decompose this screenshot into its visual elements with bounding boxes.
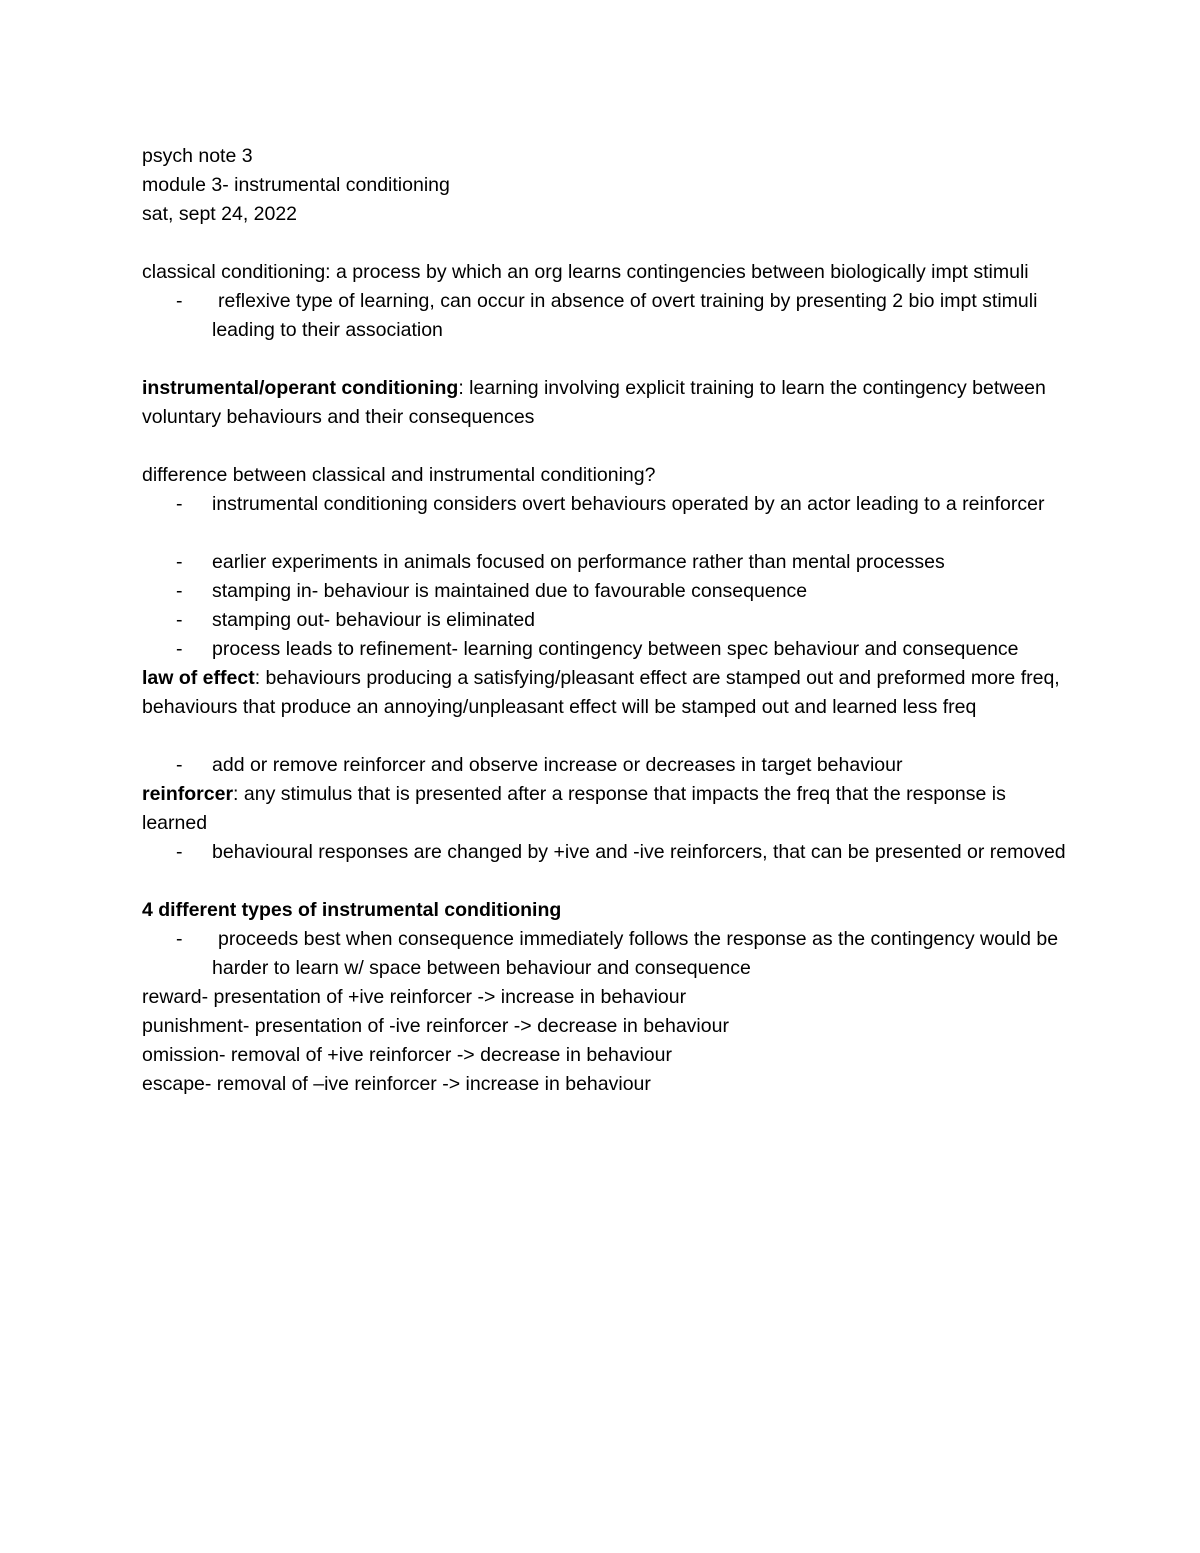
bullet-text: proceeds best when consequence immediately follows the response as the contingency would be harder to learn w/ space between behaviour and consequence	[212, 928, 1059, 979]
reinforcer-definition	[142, 780, 1067, 838]
document-body	[142, 142, 1067, 1099]
dash-marker: -	[176, 638, 183, 660]
bullet-text: stamping out- behaviour is eliminated	[212, 609, 536, 631]
type-punishment: punishment- presentation of -ive reinforcer -> decrease in behaviour	[142, 1015, 729, 1037]
difference-question: difference between classical and instrumental conditioning?	[142, 464, 656, 486]
list-item	[142, 287, 1067, 345]
list-item	[142, 548, 1067, 577]
dash-marker: -	[176, 551, 183, 573]
bullet-text: process leads to refinement- learning contingency between spec behaviour and consequence	[212, 638, 1019, 660]
list-item	[142, 925, 1067, 983]
spacer	[142, 722, 1067, 751]
bullet-text: instrumental conditioning considers overt behaviours operated by an actor leading to a reinforcer	[212, 493, 1045, 515]
types-heading: 4 different types of instrumental conditioning	[142, 899, 562, 921]
dash-marker: -	[176, 580, 183, 602]
term-law-of-effect: law of effect	[142, 667, 255, 689]
spacer	[142, 519, 1067, 548]
note-date: sat, sept 24, 2022	[142, 203, 298, 225]
definition-text: : behaviours producing a satisfying/pleasant effect are stamped out and preformed more freq, behaviours that produce an annoying/unpleasant effect will be stamped out and learned less freq	[142, 667, 1060, 718]
dash-marker: -	[176, 754, 183, 776]
instrumental-definition	[142, 374, 1067, 432]
bullet-text: behavioural responses are changed by +ive and -ive reinforcers, that can be presented or removed	[212, 841, 1066, 863]
list-item	[142, 838, 1067, 867]
dash-marker: -	[176, 928, 183, 950]
definition-text: : any stimulus that is presented after a response that impacts the freq that the response is learned	[142, 783, 1006, 834]
law-of-effect-definition	[142, 664, 1067, 722]
bullet-text: earlier experiments in animals focused on performance rather than mental processes	[212, 551, 945, 573]
spacer	[142, 867, 1067, 896]
definition-text: : learning involving explicit training to learn the contingency between voluntary behaviours and their consequences	[142, 377, 1046, 428]
spacer	[142, 345, 1067, 374]
dash-marker: -	[176, 290, 183, 312]
dash-marker: -	[176, 493, 183, 515]
dash-marker: -	[176, 609, 183, 631]
list-item	[142, 751, 1067, 780]
classical-definition: classical conditioning: a process by which an org learns contingencies between biologically impt stimuli	[142, 261, 1029, 283]
spacer	[142, 432, 1067, 461]
term-reinforcer: reinforcer	[142, 783, 234, 805]
term-instrumental: instrumental/operant conditioning	[142, 377, 459, 399]
list-item	[142, 606, 1067, 635]
spacer	[142, 229, 1067, 258]
list-item	[142, 577, 1067, 606]
type-reward: reward- presentation of +ive reinforcer -> increase in behaviour	[142, 986, 687, 1008]
module-title: module 3- instrumental conditioning	[142, 174, 450, 196]
bullet-text: add or remove reinforcer and observe increase or decreases in target behaviour	[212, 754, 903, 776]
dash-marker: -	[176, 841, 183, 863]
type-escape: escape- removal of –ive reinforcer -> increase in behaviour	[142, 1073, 651, 1095]
note-title: psych note 3	[142, 145, 253, 167]
bullet-text: reflexive type of learning, can occur in absence of overt training by presenting 2 bio impt stimuli leading to their association	[212, 290, 1038, 341]
list-item	[142, 635, 1067, 664]
type-omission: omission- removal of +ive reinforcer -> decrease in behaviour	[142, 1044, 672, 1066]
bullet-text: stamping in- behaviour is maintained due to favourable consequence	[212, 580, 808, 602]
list-item	[142, 490, 1067, 519]
